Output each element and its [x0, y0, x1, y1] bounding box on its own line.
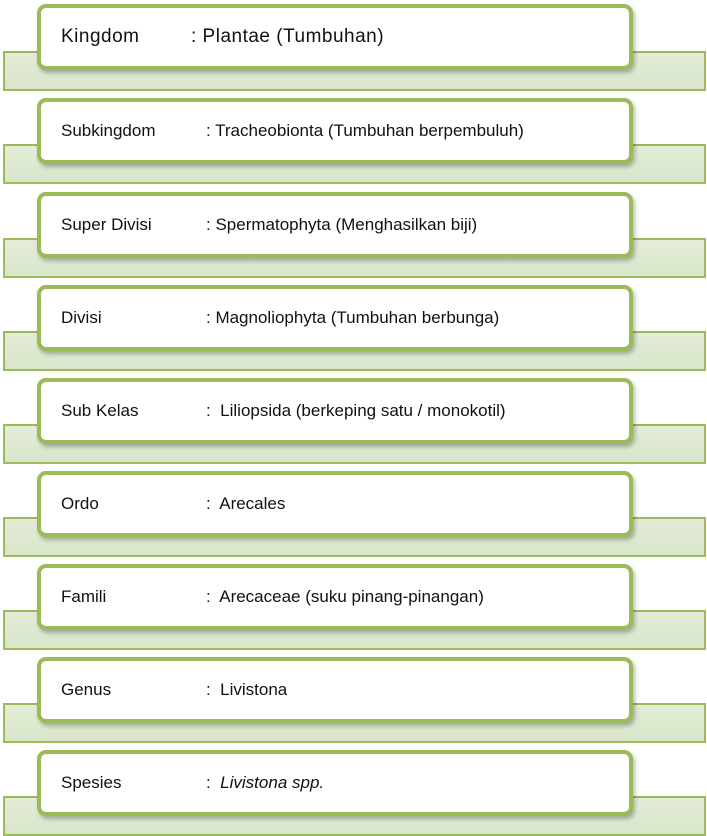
- rank-label: Subkingdom: [61, 121, 156, 140]
- rank-value-prefix: :: [206, 773, 221, 792]
- taxon-row-spesies: [0, 750, 707, 836]
- rank-value: [206, 754, 324, 812]
- rank-value: : Magnoliophyta (Tumbuhan berbunga): [206, 308, 500, 327]
- rank-label: Genus: [61, 680, 112, 699]
- rank-label: Ordo: [61, 494, 99, 513]
- rank-label: Spesies: [61, 773, 122, 792]
- taxon-row-subkingdom: [0, 98, 707, 184]
- rank-value: : Arecales: [206, 494, 286, 513]
- rank-value: : Livistona: [206, 680, 288, 699]
- taxon-card: [37, 471, 633, 537]
- taxon-card: [37, 564, 633, 630]
- taxon-card: [37, 285, 633, 351]
- taxon-row-famili: [0, 564, 707, 650]
- rank-label: Kingdom: [61, 26, 140, 47]
- rank-label: Sub Kelas: [61, 401, 139, 420]
- rank-label: Divisi: [61, 308, 102, 327]
- taxon-card: [37, 750, 633, 816]
- rank-value: : Arecaceae (suku pinang-pinangan): [206, 587, 484, 606]
- taxon-row-genus: [0, 657, 707, 743]
- rank-value: : Tracheobionta (Tumbuhan berpembuluh): [206, 121, 524, 140]
- taxon-row-kingdom: [0, 4, 707, 91]
- rank-label: Super Divisi: [61, 215, 152, 234]
- taxon-card: [37, 378, 633, 444]
- rank-value: : Liliopsida (berkeping satu / monokotil): [206, 401, 506, 420]
- species-name: Livistona spp.: [220, 773, 325, 792]
- rank-label: Famili: [61, 587, 107, 606]
- taxon-row-divisi: [0, 285, 707, 371]
- taxon-card: [37, 98, 633, 164]
- rank-value: : Plantae (Tumbuhan): [191, 26, 385, 47]
- taxon-card: [37, 4, 633, 70]
- taxon-card: [37, 192, 633, 258]
- taxon-row-sub-kelas: [0, 378, 707, 464]
- taxon-row-super-divisi: [0, 192, 707, 278]
- rank-value: : Spermatophyta (Menghasilkan biji): [206, 215, 478, 234]
- taxon-card: [37, 657, 633, 723]
- taxon-row-ordo: [0, 471, 707, 557]
